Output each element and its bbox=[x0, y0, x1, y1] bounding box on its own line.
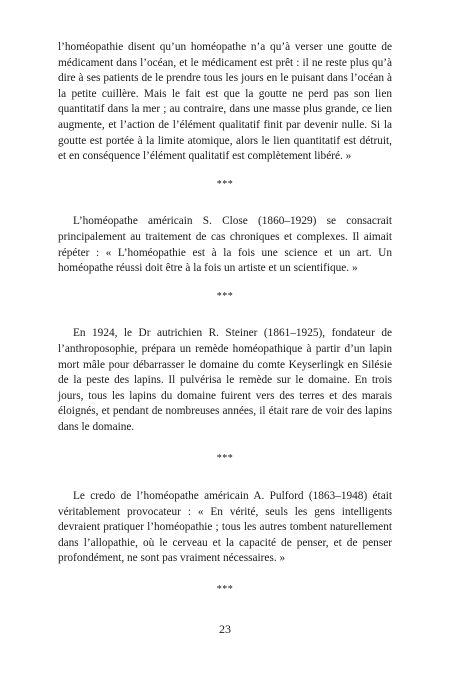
paragraph-continuation: l’homéopathie disent qu’un homéopathe n’a qu’à verser une goutte de médicament dans l’océan, et le médicament est prêt : il ne reste plus qu’à dire à ses patients de le prendre tous les jours en le puisant dans l’océan à la petite cuillère. Mais le fait est que la goutte ne perd pas son lien quantitatif dans la mer ; au contraire, dans une masse plus grande, ce lien augmente, et l’action de l’élément qualitatif finit par devenir nulle. Si la goutte est portée à la limite atomique, alors le lien quantitatif est détruit, et en conséquence l’élément qualitatif est complètement libéré. » bbox=[58, 41, 392, 163]
paragraph-close: L’homéopathe américain S. Close (1860–1929) se consacrait principalement au traitement de cas chroniques et complexes. Il aimait répéter : « L’homéopathie est à la fois une science et un art. Un homéopathe réussi doit être à la fois un artiste et un scientifique. » bbox=[58, 215, 392, 275]
section-separator: *** bbox=[216, 453, 234, 465]
paragraph-steiner: En 1924, le Dr autrichien R. Steiner (1861–1925), fondateur de l’anthroposophie, prépara un remède homéopathique à partir d’un lapin mort mâle pour débarrasser le domaine du comte Keyserlingk en Silésie de la peste des lapins. Il pulvérisa le remède sur le domaine. En trois jours, tous les lapins du domaine fuirent vers des terres et des marais éloignés, et pendant de nombreuses années, il était rare de voir des lapins dans le domaine. bbox=[58, 327, 392, 433]
section-separator: *** bbox=[216, 290, 234, 302]
section-separator: *** bbox=[216, 178, 234, 190]
page-body bbox=[58, 40, 392, 598]
section-separator: *** bbox=[216, 584, 234, 596]
paragraph-pulford: Le credo de l’homéopathe américain A. Pulford (1863–1948) était véritablement provocateur : « En vérité, seuls les gens intelligents devraient pratiquer l’homéopathie ; tous les autres tombent naturellement dans l’allopathie, où le cerveau et la capacité de penser, et de penser profondément, ne sont pas vraiment nécessaires. » bbox=[58, 490, 392, 565]
page-number: 23 bbox=[219, 622, 231, 636]
